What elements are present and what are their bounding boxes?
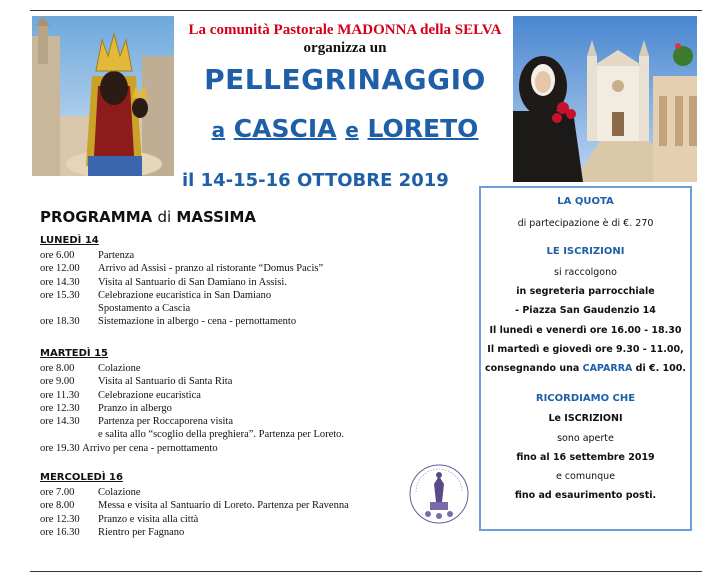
title-loreto: LORETO	[367, 114, 479, 143]
title-a: a	[211, 118, 226, 142]
schedule-time: ore 14.30	[40, 276, 80, 288]
schedule-item	[40, 362, 344, 375]
schedule-time: ore 6.00	[40, 250, 75, 261]
schedule-text: Partenza per Roccaporena visita	[98, 416, 233, 428]
destination-title	[176, 114, 514, 143]
registrations-collected: si raccolgono	[554, 267, 617, 278]
schedule-item	[40, 389, 344, 402]
schedule-text: Arrivo per cena - pernottamento	[82, 442, 218, 454]
registrations-place: in segreteria parrocchiale	[516, 286, 655, 297]
schedule-time: ore 19.30	[40, 442, 80, 454]
schedule-item	[40, 276, 323, 289]
schedule-text: e salita allo “scoglio della preghiera”. Partenza per Loreto.	[98, 429, 345, 441]
schedule-time: ore 11.30	[40, 389, 80, 401]
schedule-text: Sistemazione in albergo - cena - pernottamento	[98, 316, 297, 328]
schedule-text: Messa e visita al Santuario di Loreto. Partenza per Ravenna	[98, 500, 349, 512]
schedule-text: Visita al Santuario di San Damiano in Assisi.	[98, 276, 287, 288]
schedule-text: Rientro per Fagnano	[98, 526, 185, 538]
reminder-open: sono aperte	[557, 433, 614, 444]
schedule-item	[40, 415, 344, 428]
madonna-statue-photo	[32, 16, 174, 176]
program-title-main: PROGRAMMA	[40, 208, 153, 226]
quota-amount: di partecipazione è di €. 270	[517, 218, 654, 229]
day-monday-title: LUNEDÌ 14	[40, 235, 99, 246]
organizer-line: La comunità Pastorale MADONNA della SELVA	[188, 22, 502, 38]
schedule-time: ore 15.30	[40, 289, 80, 301]
schedule-item	[40, 302, 323, 315]
schedule-item	[40, 315, 323, 328]
schedule-time: ore 8.00	[40, 363, 75, 374]
schedule-item	[40, 262, 323, 275]
parish-seal-logo	[408, 462, 470, 526]
schedule-time	[40, 302, 98, 315]
organizes-line: organizza un	[303, 40, 387, 56]
registrations-heading: LE ISCRIZIONI	[546, 246, 625, 257]
bottom-rule	[30, 571, 702, 572]
day-wednesday-schedule	[40, 486, 349, 539]
schedule-text: Pranzo e visita alla città	[98, 513, 199, 525]
day-tuesday-schedule	[40, 362, 344, 455]
schedule-time: ore 14.30	[40, 416, 80, 428]
schedule-text: Celebrazione eucaristica in San Damiano	[98, 289, 272, 301]
schedule-item	[40, 249, 323, 262]
reminder-heading: RICORDIAMO CHE	[535, 393, 636, 404]
schedule-time: ore 9.00	[40, 376, 75, 388]
day-wednesday-title: MERCOLEDÌ 16	[40, 472, 123, 483]
schedule-time: ore 12.00	[40, 263, 80, 275]
hours-tue-thu: Il martedì e giovedì ore 9.30 - 11.00,	[487, 344, 684, 355]
reminder-anyway: e comunque	[555, 471, 616, 482]
schedule-item	[40, 442, 344, 455]
schedule-text: Pranzo in albergo	[98, 402, 172, 414]
title-cascia: CASCIA	[233, 114, 337, 143]
schedule-time: ore 12.30	[40, 402, 80, 414]
schedule-time: ore 8.00	[40, 500, 75, 512]
schedule-item	[40, 402, 344, 415]
schedule-text: Spostamento a Cascia	[98, 303, 191, 315]
reminder-deadline: fino al 16 settembre 2019	[516, 452, 655, 463]
schedule-item	[40, 513, 349, 526]
deposit-word: CAPARRA	[582, 363, 633, 374]
day-monday-schedule	[40, 249, 323, 329]
schedule-time: ore 16.30	[40, 526, 80, 538]
schedule-text: Celebrazione eucaristica	[98, 389, 201, 401]
title-e: e	[345, 118, 359, 142]
registrations-address: - Piazza San Gaudenzio 14	[515, 305, 656, 316]
schedule-text: Colazione	[98, 363, 141, 374]
schedule-time: ore 7.00	[40, 487, 75, 498]
schedule-text: Partenza	[98, 250, 135, 261]
schedule-item	[40, 499, 349, 512]
top-rule	[30, 10, 702, 11]
trip-dates: il 14-15-16 OTTOBRE 2019	[182, 170, 449, 191]
schedule-time: ore 18.30	[40, 316, 80, 328]
reminder-availability: fino ad esaurimento posti.	[514, 490, 657, 501]
program-title-end: MASSIMA	[176, 208, 256, 226]
schedule-item	[40, 289, 323, 302]
basilica-photo	[513, 16, 697, 182]
schedule-item	[40, 526, 349, 539]
schedule-text: Colazione	[98, 487, 141, 498]
schedule-text: Visita al Santuario di Santa Rita	[98, 376, 233, 388]
deposit-amount: di €. 100.	[635, 363, 687, 374]
schedule-time: ore 12.30	[40, 513, 80, 525]
quota-heading: LA QUOTA	[557, 196, 614, 207]
registration-box	[479, 186, 692, 531]
reminder-registrations: Le ISCRIZIONI	[548, 413, 623, 424]
schedule-item	[40, 486, 349, 499]
schedule-text: Arrivo ad Assisi - pranzo al ristorante “Domus Pacis”	[98, 263, 324, 275]
deposit-line	[481, 363, 690, 374]
schedule-item	[40, 428, 344, 441]
hours-mon-fri: Il lunedì e venerdì ore 16.00 - 18.30	[489, 325, 682, 336]
schedule-item	[40, 375, 344, 388]
program-title-di: di	[157, 208, 172, 226]
program-title	[40, 208, 256, 226]
deposit-prefix: consegnando una	[484, 363, 580, 374]
day-tuesday-title: MARTEDÌ 15	[40, 348, 109, 359]
pilgrimage-title: PELLEGRINAGGIO	[204, 63, 486, 96]
schedule-time	[40, 428, 98, 441]
